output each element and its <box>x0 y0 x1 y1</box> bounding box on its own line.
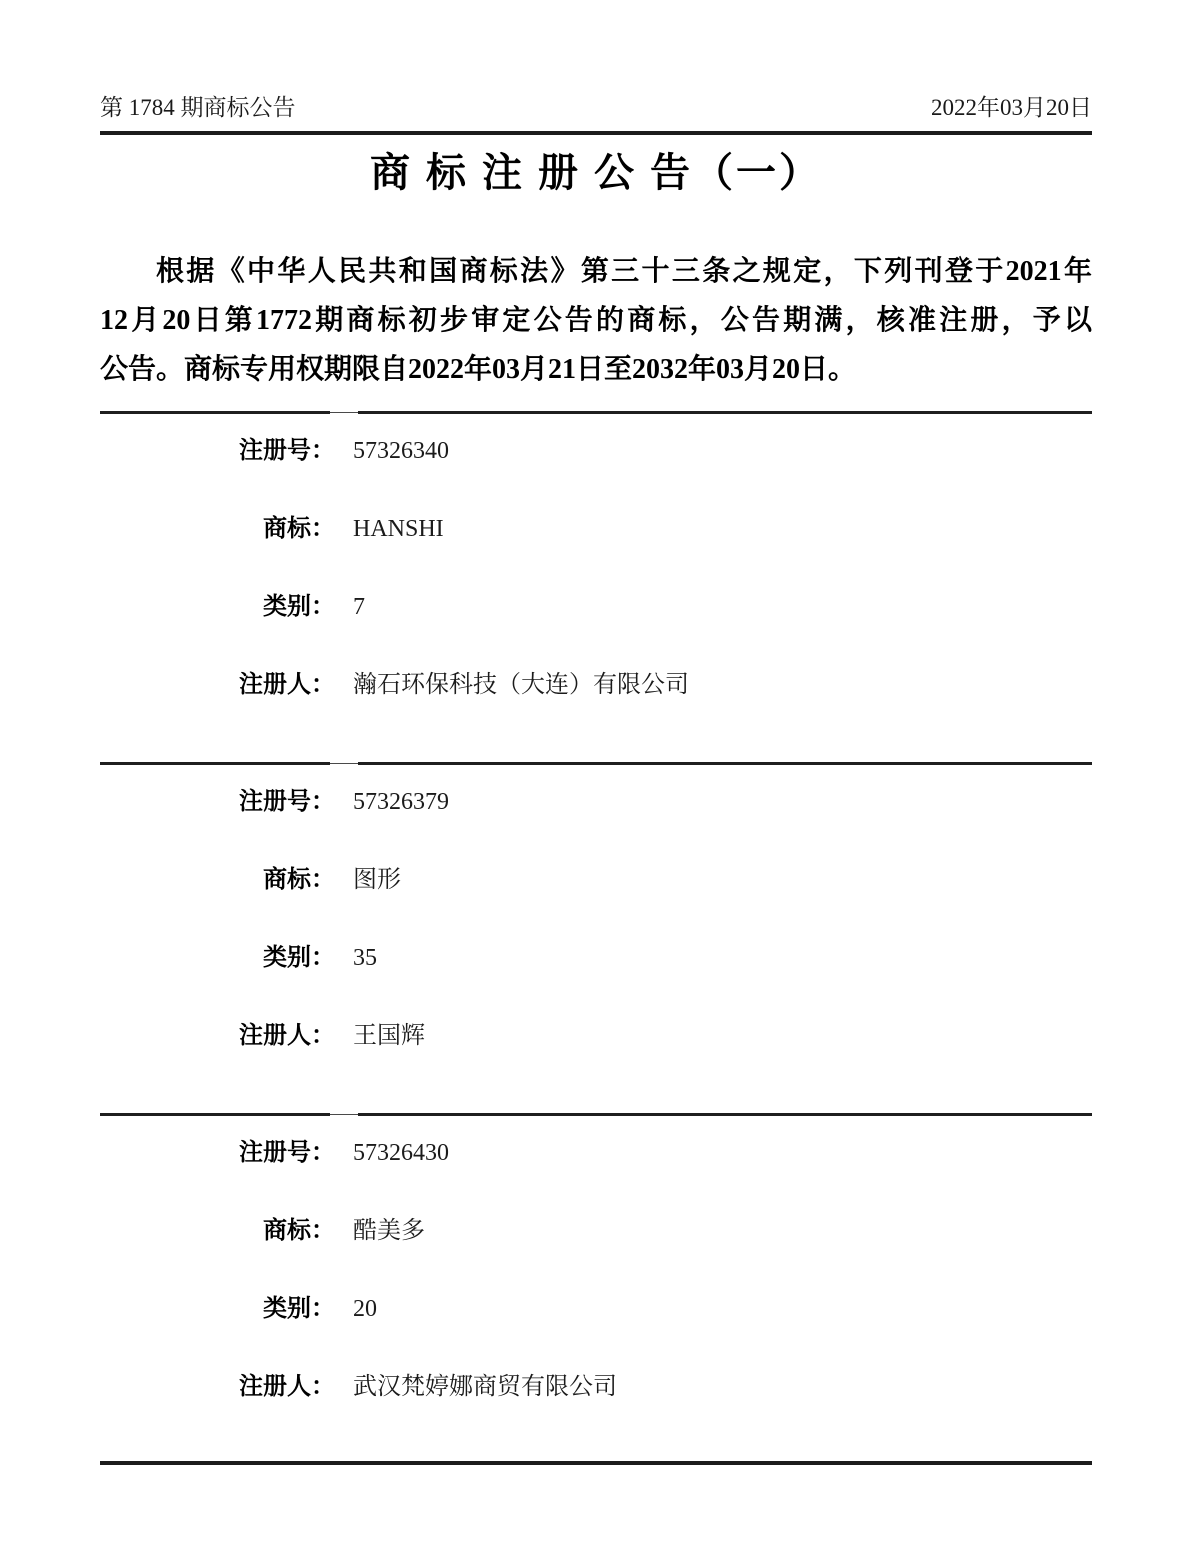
reg-no-row <box>100 787 1092 817</box>
intro-paragraph <box>100 247 1092 394</box>
gazette-page <box>100 0 1092 1465</box>
reg-no-label: 注册号： <box>239 1140 335 1166</box>
trademark-row <box>100 514 1092 544</box>
trademark-entry <box>100 1113 1092 1402</box>
reg-no-label: 注册号： <box>239 438 335 464</box>
separator-joint <box>330 412 358 413</box>
reg-no-row <box>100 1138 1092 1168</box>
class-label: 类别： <box>263 1296 335 1322</box>
class-label: 类别： <box>263 945 335 971</box>
bottom-rule <box>100 1461 1092 1465</box>
separator-joint <box>330 763 358 764</box>
entry-separator <box>100 762 1092 765</box>
registrant-row <box>100 670 1092 700</box>
page-title: 商 标 注 册 公 告（一） <box>370 150 822 195</box>
issue-number: 第 1784 期商标公告 <box>100 95 296 120</box>
class-label: 类别： <box>263 594 335 620</box>
registrant-label: 注册人： <box>239 1023 335 1049</box>
registrant-row <box>100 1372 1092 1402</box>
reg-no-row <box>100 436 1092 466</box>
class-value: 7 <box>353 594 365 620</box>
reg-no-value: 57326340 <box>353 438 449 464</box>
trademark-value: 图形 <box>353 867 401 893</box>
publication-date: 2022年03月20日 <box>931 95 1092 120</box>
intro-line: 根据《中华人民共和国商标法》第三十三条之规定，下列刊登于2021年 <box>156 256 1092 287</box>
reg-no-value: 57326379 <box>353 789 449 815</box>
class-row <box>100 943 1092 973</box>
separator-segment <box>100 411 330 414</box>
trademark-entry <box>100 762 1092 1051</box>
registrant-label: 注册人： <box>239 1374 335 1400</box>
header-rule <box>100 131 1092 135</box>
registrant-value: 武汉梵婷娜商贸有限公司 <box>353 1374 617 1400</box>
trademark-value: HANSHI <box>353 516 444 542</box>
class-row <box>100 592 1092 622</box>
reg-no-value: 57326430 <box>353 1140 449 1166</box>
class-row <box>100 1294 1092 1324</box>
registrant-value: 王国辉 <box>353 1023 425 1049</box>
intro-line: 公告。商标专用权期限自2022年03月21日至2032年03月20日。 <box>100 354 857 385</box>
class-value: 20 <box>353 1296 377 1322</box>
reg-no-label: 注册号： <box>239 789 335 815</box>
registrant-value: 瀚石环保科技（大连）有限公司 <box>353 672 689 698</box>
trademark-row <box>100 865 1092 895</box>
trademark-label: 商标： <box>263 867 335 893</box>
trademark-row <box>100 1216 1092 1246</box>
registrant-row <box>100 1021 1092 1051</box>
registrant-label: 注册人： <box>239 672 335 698</box>
class-value: 35 <box>353 945 377 971</box>
separator-segment <box>358 1113 1092 1116</box>
separator-segment <box>100 762 330 765</box>
separator-segment <box>358 762 1092 765</box>
entry-separator <box>100 411 1092 414</box>
entry-separator <box>100 1113 1092 1116</box>
intro-line: 12月20日第1772期商标初步审定公告的商标，公告期满，核准注册，予以 <box>100 305 1092 336</box>
separator-segment <box>358 411 1092 414</box>
trademark-entry <box>100 411 1092 700</box>
trademark-label: 商标： <box>263 516 335 542</box>
trademark-value: 酷美多 <box>353 1218 425 1244</box>
page-header <box>100 0 1092 124</box>
trademark-label: 商标： <box>263 1218 335 1244</box>
separator-joint <box>330 1114 358 1115</box>
separator-segment <box>100 1113 330 1116</box>
